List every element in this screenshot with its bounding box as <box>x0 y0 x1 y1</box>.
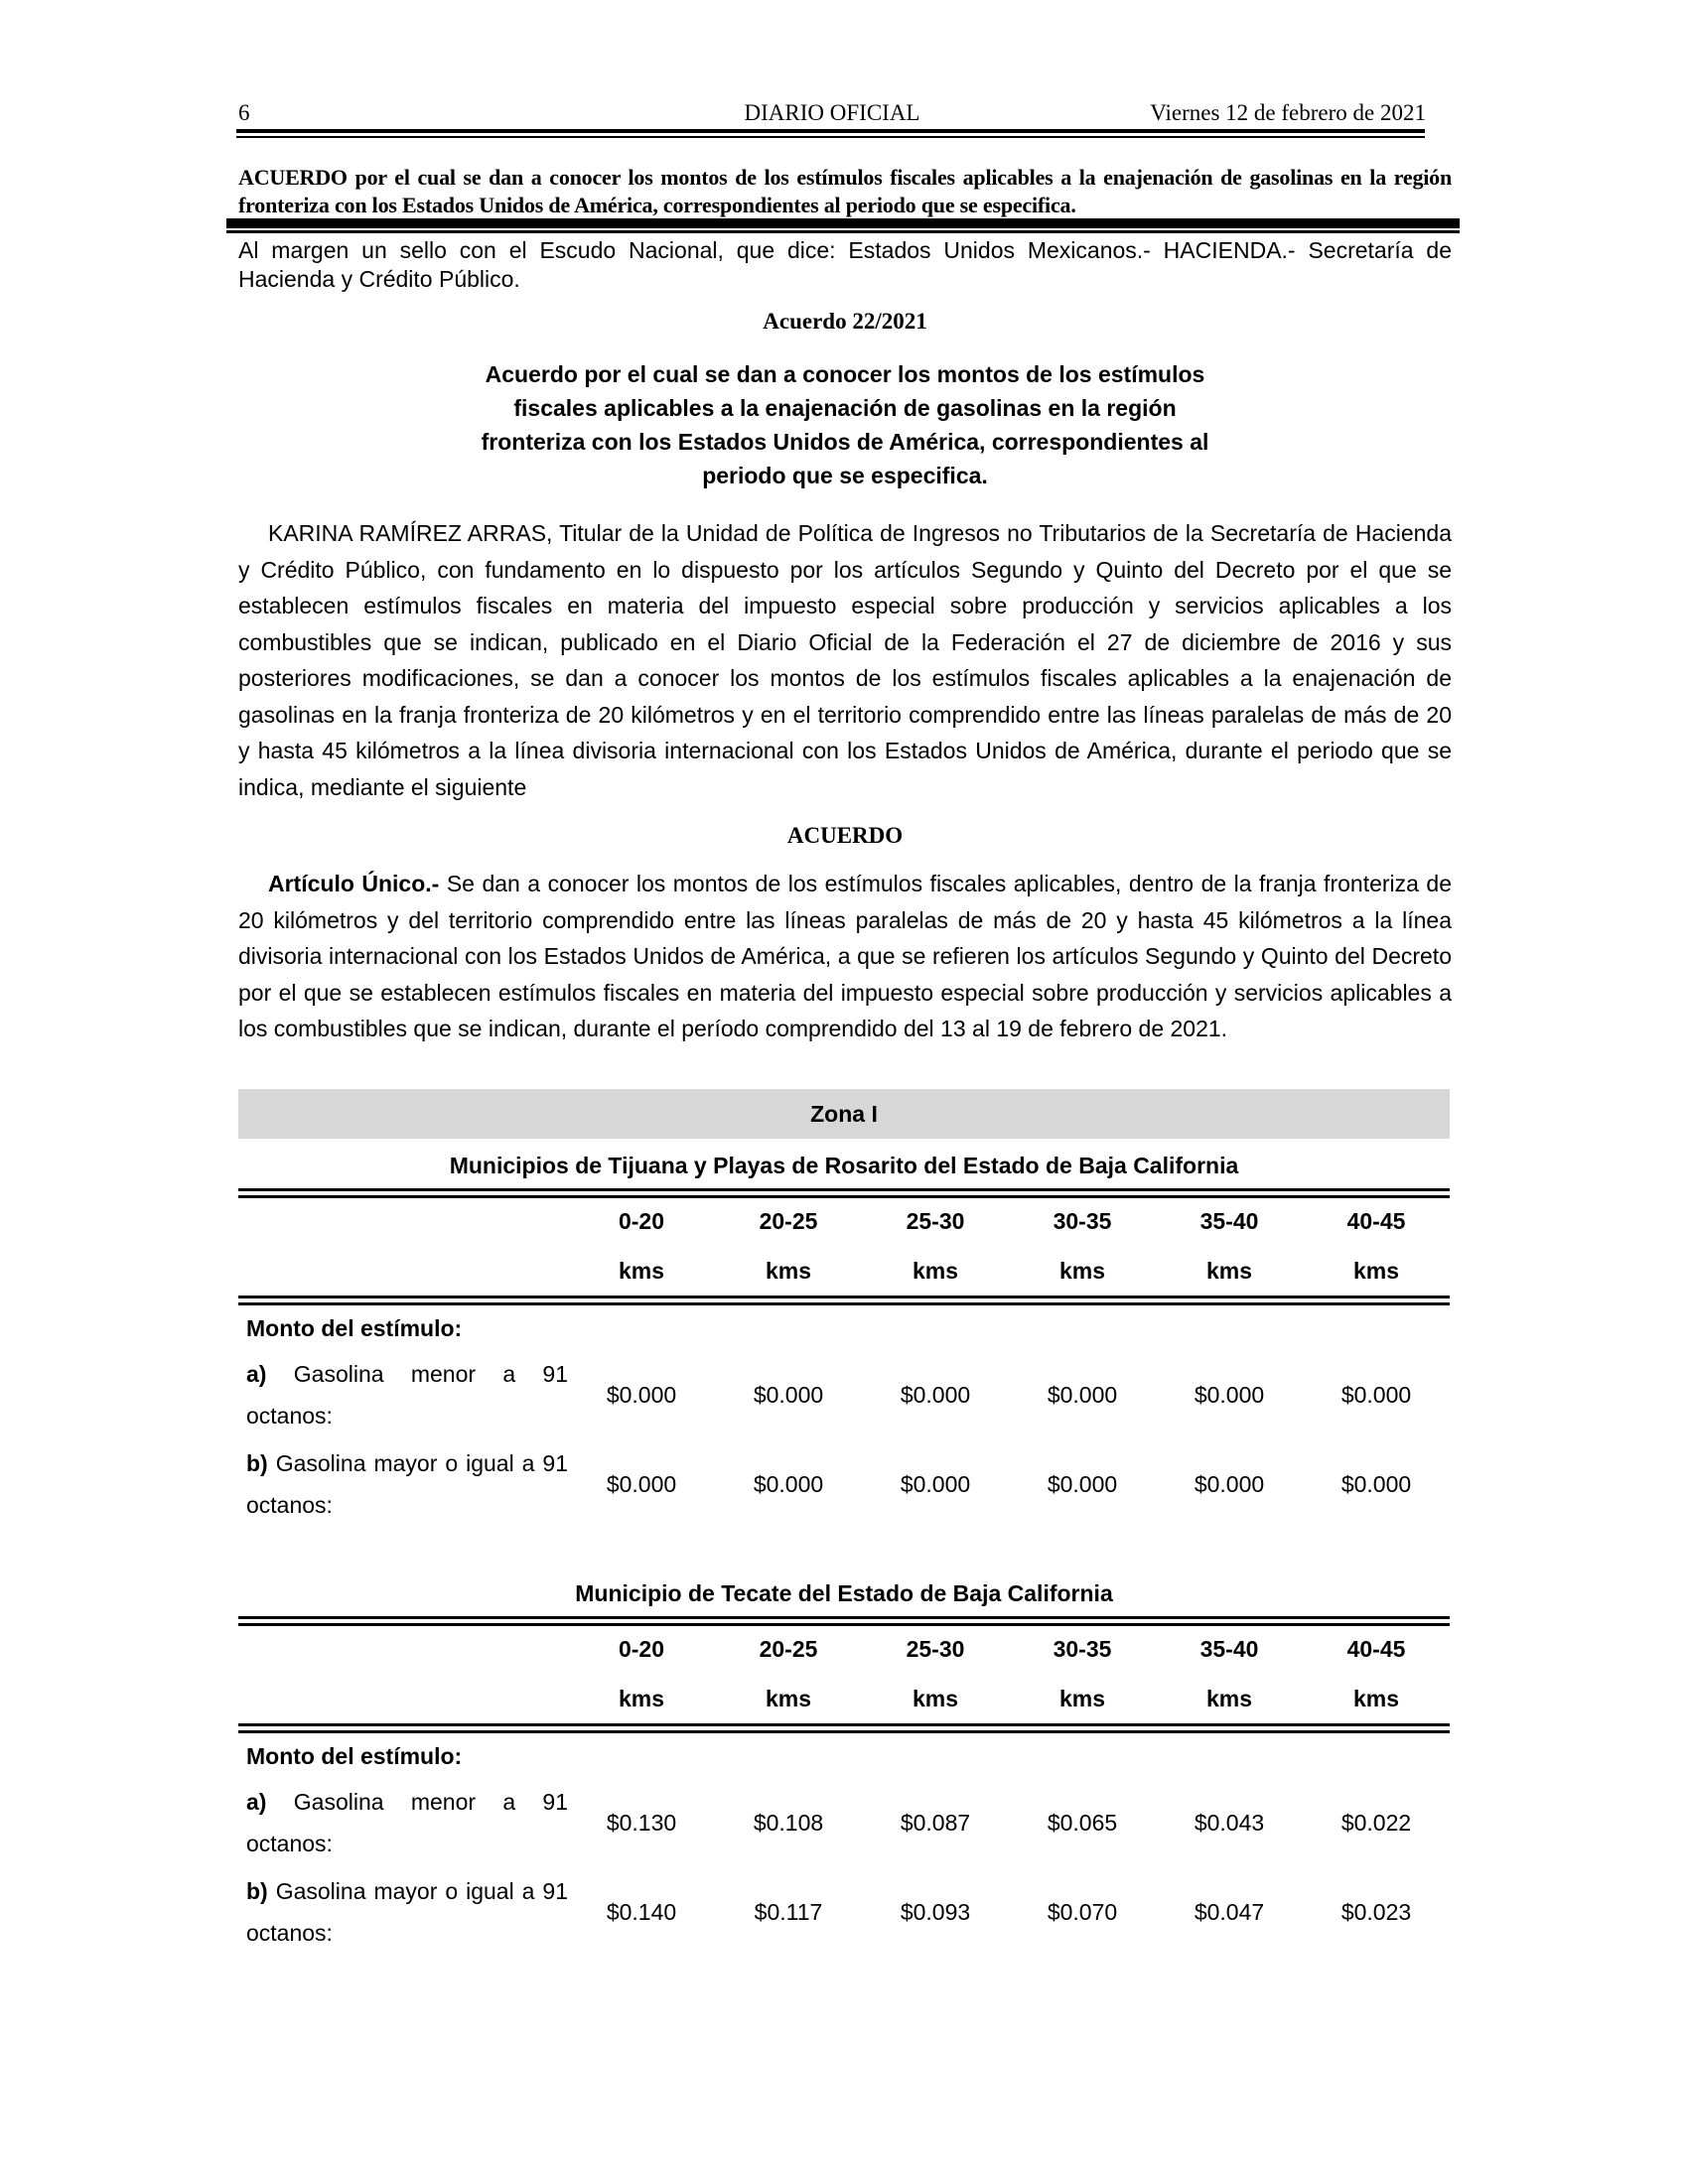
column-header <box>1009 1636 1156 1711</box>
value-cell: $0.087 <box>900 1809 971 1836</box>
zona-bar <box>238 1089 1450 1139</box>
table-rule <box>238 1296 1450 1305</box>
table-row <box>238 1442 1450 1526</box>
intro-paragraph: KARINA RAMÍREZ ARRAS, Titular de la Unidad de Política de Ingresos no Tributarios de la Secretaría de Hacienda y Crédito Público, con fundamento en lo dispuesto por los artículos Segundo y Quinto del Decreto por el que se establecen estímulos fiscales en materia del impuesto especial sobre producción y servicios aplicables a los combustibles que se indican, publicado en el Diario Oficial de la Federación el 27 de diciembre de 2016 y sus posteriores modificaciones, se dan a conocer los montos de los estímulos fiscales aplicables a la enajenación de gasolinas en la franja fronteriza de 20 kilómetros y en el territorio comprendido entre las líneas paralelas de más de 20 y hasta 45 kilómetros a la línea divisoria internacional con los Estados Unidos de América, durante el periodo que se indica, mediante el siguiente <box>238 520 1452 800</box>
value-cell: $0.000 <box>900 1470 971 1497</box>
column-unit: kms <box>618 1686 665 1711</box>
column-header <box>862 1208 1009 1284</box>
table-title: Municipio de Tecate del Estado de Baja California <box>575 1580 1113 1606</box>
subject-line: fiscales aplicables a la enajenación de gasolinas en la región <box>513 395 1177 421</box>
rates-table-tecate <box>238 1580 1450 1954</box>
column-range: 35-40 <box>1199 1208 1259 1234</box>
value-cell: $0.000 <box>606 1381 677 1408</box>
page-number: 6 <box>238 100 250 125</box>
section-label: Monto del estímulo: <box>246 1743 463 1769</box>
column-unit: kms <box>765 1686 812 1711</box>
value-cell: $0.000 <box>1340 1381 1412 1408</box>
value-cell: $0.000 <box>1194 1470 1265 1497</box>
title-rule <box>226 218 1460 233</box>
row-label-line1: a) Gasolina menor a 91 <box>246 1789 569 1815</box>
value-cell: $0.000 <box>900 1381 971 1408</box>
acuerdo-heading: ACUERDO <box>786 823 904 848</box>
column-header-row <box>238 1198 1450 1296</box>
table-rule <box>238 1188 1450 1198</box>
articulo-unico-text: Se dan a conocer los montos de los estímulos fiscales aplicables, dentro de la franja fronteriza de 20 kilómetros y del territorio comprendido entre las líneas paralelas de más de 20 y hasta 45 kilómetros a la línea divisoria internacional con los Estados Unidos de América, a que se refieren los artículos Segundo y Quinto del Decreto por el que se establecen estímulos fiscales en materia del impuesto especial sobre producción y servicios aplicables a los combustibles que se indican, durante el período comprendido del 13 al 19 de febrero de 2021. <box>238 871 1453 1041</box>
column-unit: kms <box>1205 1686 1253 1711</box>
section-label: Monto del estímulo: <box>246 1315 463 1341</box>
column-range: 20-25 <box>759 1636 818 1662</box>
value-cell: $0.047 <box>1194 1898 1265 1925</box>
page-header <box>238 100 1426 126</box>
column-header-row <box>238 1626 1450 1723</box>
subject-line: fronteriza con los Estados Unidos de América, correspondientes al <box>481 429 1209 455</box>
column-range: 40-45 <box>1346 1636 1406 1662</box>
column-range: 30-35 <box>1053 1208 1112 1234</box>
subject-line: periodo que se especifica. <box>702 463 988 488</box>
row-label-line1: a) Gasolina menor a 91 <box>246 1361 569 1387</box>
value-cell: $0.093 <box>900 1898 971 1925</box>
table-rule <box>238 1723 1450 1733</box>
journal-name: DIARIO OFICIAL <box>744 100 920 125</box>
table-title: Municipios de Tijuana y Playas de Rosarito del Estado de Baja California <box>449 1153 1239 1178</box>
table-row <box>238 1781 1450 1864</box>
value-cell: $0.000 <box>606 1470 677 1497</box>
subject-line: Acuerdo por el cual se dan a conocer los montos de los estímulos <box>485 361 1205 387</box>
articulo-unico-paragraph <box>238 866 1452 1047</box>
column-header <box>568 1636 715 1711</box>
row-label-line2: octanos: <box>246 1492 333 1518</box>
column-header <box>862 1636 1009 1711</box>
column-range: 35-40 <box>1199 1636 1259 1662</box>
acuerdo-number: Acuerdo 22/2021 <box>763 309 927 334</box>
column-range: 25-30 <box>906 1636 965 1662</box>
row-label-line1: b) Gasolina mayor o igual a 91 <box>246 1450 569 1476</box>
row-prefix: a) <box>246 1361 267 1387</box>
column-unit: kms <box>1352 1686 1400 1711</box>
value-cell: $0.023 <box>1340 1898 1412 1925</box>
column-header <box>1156 1636 1303 1711</box>
value-cell: $0.117 <box>754 1898 823 1925</box>
al-margen-text: Al margen un sello con el Escudo Nacional, que dice: Estados Unidos Mexicanos.- HACIENDA.- Secretaría de Hacienda y Crédito Público. <box>238 237 1452 292</box>
column-header <box>715 1208 862 1284</box>
column-header <box>1156 1208 1303 1284</box>
zona-label: Zona I <box>810 1100 878 1127</box>
value-cell: $0.022 <box>1340 1809 1412 1836</box>
table-row <box>238 1353 1450 1436</box>
row-label-line1: b) Gasolina mayor o igual a 91 <box>246 1878 569 1904</box>
column-range: 40-45 <box>1346 1208 1406 1234</box>
value-cell: $0.000 <box>1194 1381 1265 1408</box>
subject-heading <box>238 357 1452 492</box>
row-label <box>238 1781 568 1864</box>
row-label <box>238 1870 568 1954</box>
column-header <box>715 1636 862 1711</box>
column-unit: kms <box>912 1258 959 1284</box>
column-header-spacer <box>238 1636 568 1711</box>
column-unit: kms <box>1058 1686 1106 1711</box>
articulo-unico-label: Artículo Único.- <box>268 871 440 896</box>
row-prefix: a) <box>246 1789 267 1815</box>
column-unit: kms <box>912 1686 959 1711</box>
row-label <box>238 1353 568 1436</box>
value-cell: $0.070 <box>1047 1898 1118 1925</box>
column-unit: kms <box>1205 1258 1253 1284</box>
rates-table-tijuana <box>238 1089 1450 1526</box>
column-unit: kms <box>765 1258 812 1284</box>
row-prefix: b) <box>246 1878 268 1904</box>
value-cell: $0.000 <box>753 1381 824 1408</box>
row-label-line2: octanos: <box>246 1831 333 1856</box>
value-cell: $0.140 <box>606 1898 677 1925</box>
issue-date: Viernes 12 de febrero de 2021 <box>1150 100 1426 125</box>
row-prefix: b) <box>246 1450 268 1476</box>
column-range: 20-25 <box>759 1208 818 1234</box>
column-header <box>1303 1208 1450 1284</box>
decree-title: ACUERDO por el cual se dan a conocer los montos de los estímulos fiscales aplicables a la enajenación de gasolinas en la región fronteriza con los Estados Unidos de América, correspondientes al periodo que se especifica. <box>238 165 1452 217</box>
value-cell: $0.130 <box>606 1809 677 1836</box>
column-unit: kms <box>618 1258 665 1284</box>
column-unit: kms <box>1058 1258 1106 1284</box>
column-range: 25-30 <box>906 1208 965 1234</box>
column-header <box>1303 1636 1450 1711</box>
row-label-line2: octanos: <box>246 1920 333 1946</box>
value-cell: $0.000 <box>1047 1381 1118 1408</box>
column-range: 0-20 <box>618 1208 665 1234</box>
column-header <box>568 1208 715 1284</box>
value-cell: $0.000 <box>753 1470 824 1497</box>
column-unit: kms <box>1352 1258 1400 1284</box>
column-range: 30-35 <box>1053 1636 1112 1662</box>
column-header <box>1009 1208 1156 1284</box>
column-header-spacer <box>238 1208 568 1284</box>
value-cell: $0.043 <box>1194 1809 1265 1836</box>
value-cell: $0.108 <box>753 1809 824 1836</box>
value-cell: $0.000 <box>1340 1470 1412 1497</box>
row-label-line2: octanos: <box>246 1403 333 1429</box>
table-rule <box>238 1616 1450 1626</box>
column-range: 0-20 <box>618 1636 665 1662</box>
table-row <box>238 1870 1450 1954</box>
value-cell: $0.000 <box>1047 1470 1118 1497</box>
header-rule <box>236 129 1425 138</box>
row-label <box>238 1442 568 1526</box>
value-cell: $0.065 <box>1047 1809 1118 1836</box>
